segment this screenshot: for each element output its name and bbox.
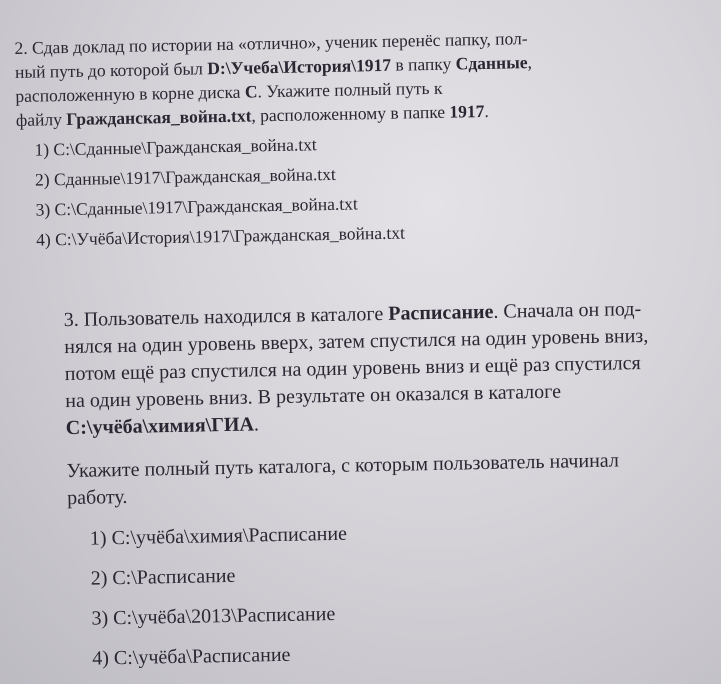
question-2	[14, 23, 698, 252]
q2-line-1: 2. Сдав доклад по истории на «отлично», ученик перенёс папку, пол-	[14, 28, 528, 58]
q2-option-1: 1) C:\Сданные\Гражданская_война.txt	[34, 134, 317, 160]
q3-line-2: нялся на один уровень вверх, затем спустился на один уровень вниз,	[64, 324, 649, 359]
q3-line-3: потом ещё раз спустился на один уровень вниз и ещё раз спустился	[64, 352, 641, 386]
q2-option-3: 3) C:\Сданные\1917\Гражданская_война.txt	[35, 193, 358, 220]
q3-line-4: на один уровень вниз. В результате он оказался в каталоге	[65, 380, 562, 413]
q2-text: . Укажите полный путь к	[257, 77, 443, 102]
q3-text: . Сначала он под-	[493, 298, 642, 323]
q3-option-4: 4) C:\учёба\Расписание	[92, 643, 291, 670]
q3-result-path: C:\учёба\химия\ГИА	[65, 413, 255, 440]
q3-text: .	[253, 413, 260, 436]
paper-sheet	[14, 9, 721, 682]
q2-text: файлу	[15, 109, 67, 130]
q3-start-folder: Расписание	[388, 300, 494, 325]
q3-text: 3. Пользователь находился в каталоге	[63, 302, 389, 332]
q3-options	[68, 514, 711, 672]
q2-option-4: 4) C:\Учёба\История\1917\Гражданская_война.txt	[35, 222, 406, 250]
q2-disk: С	[244, 81, 258, 102]
q2-folder-name: 1917	[449, 100, 485, 122]
q3-task-line-1: Укажите полный путь каталога, с которым пользователь начинал	[66, 449, 620, 483]
q3-task-line-2: работу.	[66, 485, 128, 510]
q2-options	[16, 125, 698, 252]
q2-text: .	[484, 100, 490, 121]
q3-task	[66, 446, 707, 512]
q2-text: в папку	[390, 53, 456, 75]
q2-target-folder: Сданные	[455, 52, 528, 74]
q3-option-3: 3) C:\учёба\2013\Расписание	[91, 602, 336, 630]
q2-text: ,	[527, 52, 533, 73]
q3-option-2: 2) C:\Расписание	[90, 564, 236, 590]
q2-text: , расположенному в папке	[251, 101, 450, 126]
q3-option-1: 1) C:\учёба\химия\Расписание	[89, 522, 348, 550]
q2-text: расположенную в корне диска	[15, 81, 246, 106]
q2-text: ный путь до которой был	[14, 58, 208, 82]
q2-source-path: D:\Учеба\История\1917	[207, 54, 392, 79]
q2-option-2: 2) Сданные\1917\Гражданская_война.txt	[34, 163, 336, 190]
question-3	[63, 295, 710, 672]
q2-file-name: Гражданская_война.txt	[66, 105, 252, 130]
